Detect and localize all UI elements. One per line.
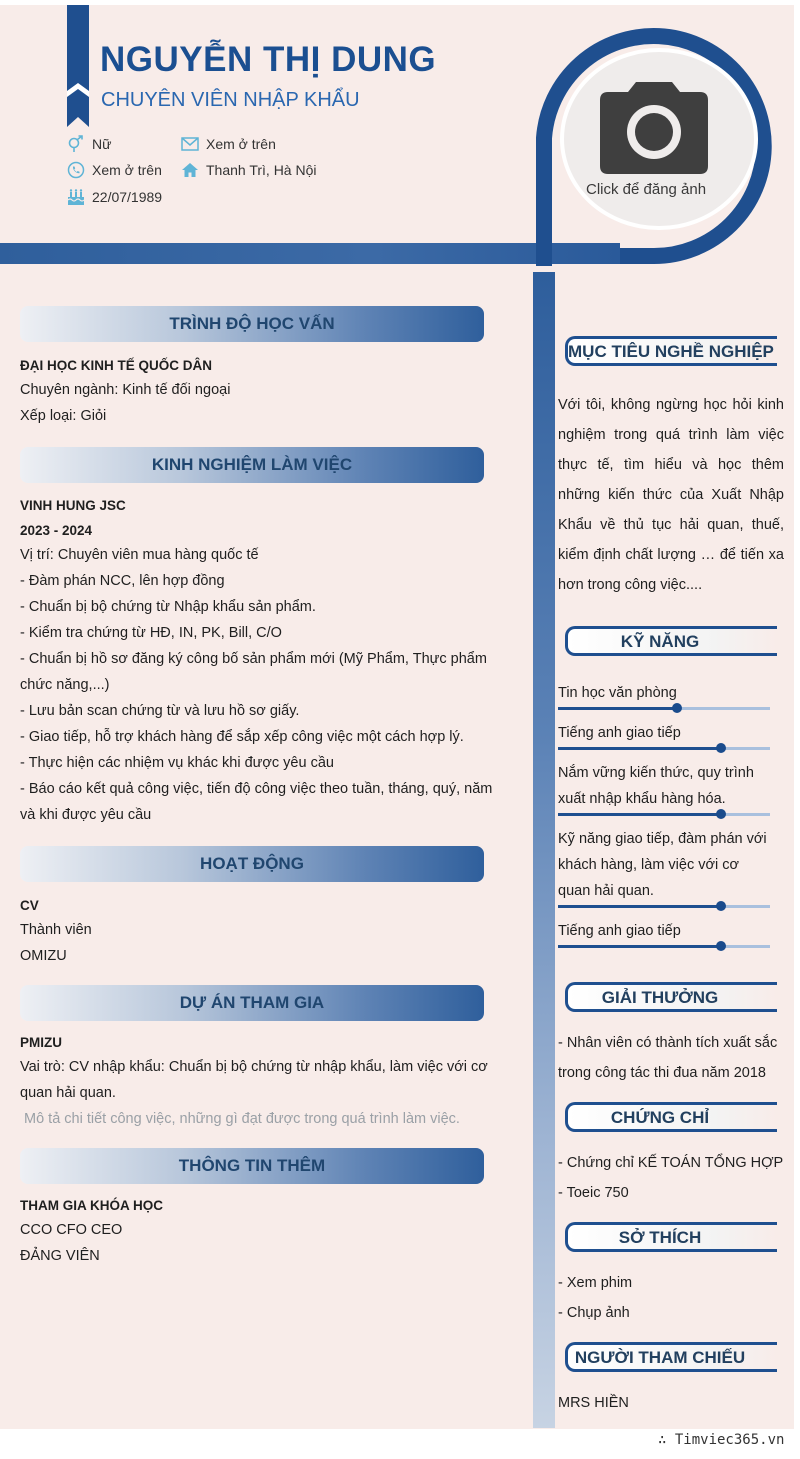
objective-heading: MỤC TIÊU NGHỀ NGHIỆP	[565, 336, 777, 366]
skill-label: Kỹ năng giao tiếp, đàm phán với	[558, 831, 767, 847]
gender-info	[67, 135, 111, 153]
hobby-item: - Chụp ảnh	[558, 1305, 630, 1321]
experience-position: Vị trí: Chuyên viên mua hàng quốc tế	[20, 547, 259, 563]
experience-line: - Chuẩn bị hồ sơ đăng ký công bố sản phẩm mới (Mỹ Phẩm, Thực phẩm	[20, 651, 487, 667]
skill-bar	[558, 945, 770, 948]
phone-info	[67, 161, 162, 179]
awards-heading: GIẢI THƯỞNG	[565, 982, 777, 1012]
activity-org: OMIZU	[20, 948, 67, 964]
education-heading: TRÌNH ĐỘ HỌC VẤN	[20, 306, 484, 342]
skill-label: xuất nhập khẩu hàng hóa.	[558, 791, 726, 807]
gender-text: Nữ	[92, 136, 112, 152]
experience-line: - Báo cáo kết quả công việc, tiến độ công việc theo tuần, tháng, quý, năm	[20, 781, 493, 797]
activity-role: Thành viên	[20, 922, 92, 938]
skill-label: Tin học văn phòng	[558, 685, 677, 701]
experience-line: - Kiểm tra chứng từ HĐ, IN, PK, Bill, C/O	[20, 625, 282, 641]
hobby-item: - Xem phim	[558, 1275, 633, 1291]
ribbon-decoration	[67, 5, 89, 127]
project-role: Vai trò: CV nhập khẩu: Chuẩn bị bộ chứng từ nhập khẩu, làm việc với cơ	[20, 1059, 488, 1075]
candidate-name: NGUYỄN THỊ DUNG	[100, 40, 437, 79]
activity-title: CV	[20, 898, 39, 913]
certificates-heading: CHỨNG CHỈ	[565, 1102, 777, 1132]
experience-heading: KINH NGHIỆM LÀM VIỆC	[20, 447, 484, 483]
extra-line: CCO CFO CEO	[20, 1222, 123, 1238]
skills-heading: KỸ NĂNG	[565, 626, 777, 656]
camera-icon[interactable]	[598, 80, 710, 176]
birthday-icon	[67, 188, 85, 206]
brand-watermark[interactable]: ∴ Timviec365.vn	[658, 1432, 785, 1448]
gender-icon	[67, 135, 85, 153]
extra-heading: THÔNG TIN THÊM	[20, 1148, 484, 1184]
project-description: Mô tả chi tiết công việc, những gì đạt được trong quá trình làm việc.	[24, 1111, 460, 1127]
education-grade: Xếp loại: Giỏi	[20, 408, 107, 424]
references-heading: NGƯỜI THAM CHIẾU	[565, 1342, 777, 1372]
birthday-text: 22/07/1989	[92, 189, 163, 205]
education-major: Chuyên ngành: Kinh tế đối ngoại	[20, 382, 231, 398]
activities-heading: HOẠT ĐỘNG	[20, 846, 484, 882]
experience-line: và khi được yêu cầu	[20, 807, 152, 823]
certificate-item: - Chứng chỉ KẾ TOÁN TỔNG HỢP	[558, 1155, 784, 1171]
job-title: CHUYÊN VIÊN NHẬP KHẨU	[101, 89, 360, 111]
experience-line: - Chuẩn bị bộ chứng từ Nhập khẩu sản phẩm.	[20, 599, 316, 615]
skill-bar	[558, 905, 770, 908]
experience-line: chức năng,...)	[20, 677, 110, 693]
skill-label: quan hải quan.	[558, 883, 654, 899]
experience-line: - Lưu bản scan chứng từ và lưu hồ sơ giấy.	[20, 703, 300, 719]
phone-text: Xem ở trên	[92, 162, 162, 178]
extra-title: THAM GIA KHÓA HỌC	[20, 1198, 163, 1213]
certificate-item: - Toeic 750	[558, 1185, 629, 1201]
skill-label: khách hàng, làm việc với cơ	[558, 857, 740, 873]
birthday-info	[67, 188, 162, 206]
projects-heading: DỰ ÁN THAM GIA	[20, 985, 484, 1021]
skill-label: Nắm vững kiến thức, quy trình	[558, 765, 754, 781]
skill-bar	[558, 747, 770, 750]
experience-line: - Giao tiếp, hỗ trợ khách hàng để sắp xếp công việc một cách hợp lý.	[20, 729, 464, 745]
skill-bar	[558, 813, 770, 816]
project-role-cont: quan hải quan.	[20, 1085, 116, 1101]
email-icon	[181, 135, 199, 153]
project-name: PMIZU	[20, 1035, 62, 1050]
experience-company: VINH HUNG JSC	[20, 498, 126, 513]
column-divider	[533, 272, 555, 1428]
extra-line: ĐẢNG VIÊN	[20, 1248, 100, 1264]
experience-period: 2023 - 2024	[20, 523, 93, 538]
email-info	[181, 135, 276, 153]
reference-name: MRS HIỀN	[558, 1395, 629, 1411]
experience-line: - Thực hiện các nhiệm vụ khác khi được yêu cầu	[20, 755, 334, 771]
award-line: trong công tác thi đua năm 2018	[558, 1065, 766, 1081]
address-text: Thanh Trì, Hà Nội	[206, 162, 317, 178]
skill-label: Tiếng anh giao tiếp	[558, 725, 681, 741]
email-text: Xem ở trên	[206, 136, 276, 152]
skill-bar	[558, 707, 770, 710]
brand-icon: ∴	[658, 1432, 675, 1448]
experience-line: - Đàm phán NCC, lên hợp đồng	[20, 573, 225, 589]
address-info	[181, 161, 317, 179]
objective-text: Với tôi, không ngừng học hỏi kinh nghiệm trong quá trình làm việc thực tế, tìm hiểu và học thêm những kiến thức của Xuất Nhập Khẩu về thủ tục hải quan, thuế, kiểm định chất lượng … để tiến xa hơn trong công việc....	[558, 397, 784, 593]
photo-upload-label[interactable]: Click để đăng ảnh	[586, 181, 707, 198]
home-icon	[181, 161, 199, 179]
skill-level-dot	[672, 703, 682, 713]
phone-icon	[67, 161, 85, 179]
hobbies-heading: SỞ THÍCH	[565, 1222, 777, 1252]
skill-label: Tiếng anh giao tiếp	[558, 923, 681, 939]
award-line: - Nhân viên có thành tích xuất sắc	[558, 1035, 778, 1051]
education-school: ĐẠI HỌC KINH TẾ QUỐC DÂN	[20, 358, 212, 373]
